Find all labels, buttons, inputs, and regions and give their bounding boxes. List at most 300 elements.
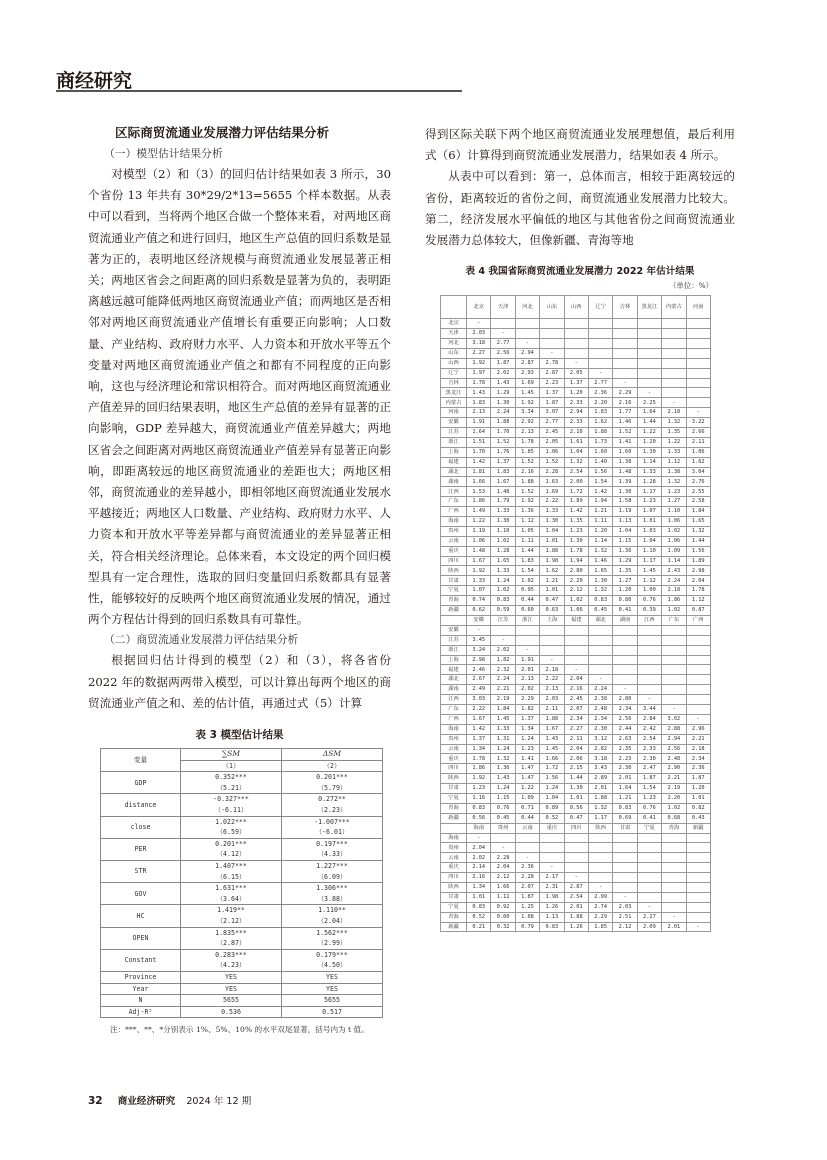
table4-cell: [613, 873, 637, 883]
table4-cell: 1.83: [515, 556, 539, 566]
table4-row-label: 新疆: [441, 922, 467, 932]
table4-cell: 2.20: [564, 576, 588, 586]
table4-cell: [686, 665, 710, 675]
table4-cell: -: [515, 645, 539, 655]
table4-cell: [637, 863, 661, 873]
table4-cell: -: [637, 902, 661, 912]
table4-row-label: 北京: [441, 319, 467, 329]
table4-cell: 2.28: [491, 853, 515, 863]
table4-row-label: 安徽: [441, 625, 467, 635]
table4-col-header: 江苏: [491, 615, 515, 625]
table4-row-label: 江苏: [441, 428, 467, 438]
table4-cell: 1.83: [467, 398, 491, 408]
table4-row: [441, 319, 711, 329]
table4-col-header: 山东: [540, 296, 564, 319]
table4-cell: 2.28: [515, 873, 539, 883]
table4-cell: 2.04: [491, 863, 515, 873]
table4-cell: [662, 329, 686, 339]
table4-cell: 0.56: [564, 803, 588, 813]
table4-cell: 1.33: [491, 566, 515, 576]
table4-row: [441, 487, 711, 497]
table4-cell: 1.01: [467, 892, 491, 902]
table4-cell: [662, 625, 686, 635]
table4-cell: 1.03: [637, 526, 661, 536]
table4-cell: 1.98: [540, 556, 564, 566]
table4-cell: [564, 635, 588, 645]
table4-cell: [686, 655, 710, 665]
table3-tstat: （4.33）: [282, 849, 383, 860]
table4-cell: 1.14: [662, 556, 686, 566]
table4-cell: 2.46: [467, 665, 491, 675]
table4-cell: 1.37: [515, 714, 539, 724]
table4-cell: -: [662, 912, 686, 922]
table4-cell: [686, 388, 710, 398]
table4-cell: 0.83: [613, 803, 637, 813]
section-heading: 区际商贸流通业发展潜力评估结果分析: [115, 125, 330, 140]
table4-row-label: 江西: [441, 487, 467, 497]
table4-col-header: 青海: [662, 823, 686, 833]
table4-cell: 1.60: [613, 447, 637, 457]
table4-cell: 1.77: [613, 408, 637, 418]
table4-cell: 1.02: [515, 576, 539, 586]
table4-row-label: 河北: [441, 339, 467, 349]
table4-cell: 3.34: [515, 408, 539, 418]
table4-row: [441, 418, 711, 428]
table4-cell: 1.78: [515, 437, 539, 447]
table3-coef: 1.419**: [181, 905, 282, 916]
table4-cell: 2.11: [686, 437, 710, 447]
table4-cell: [686, 833, 710, 843]
subsection-heading-2: （二）商贸流通业发展潜力评估结果分析: [104, 633, 299, 647]
table3-coef: 0.201***: [282, 772, 383, 783]
table4-row-label: 河南: [441, 408, 467, 418]
table4-cell: 1.87: [491, 358, 515, 368]
table4-cell: 1.36: [613, 546, 637, 556]
table3-cell: YES: [282, 971, 383, 983]
table3-col2-num: （2）: [282, 760, 383, 772]
table4-cell: [588, 665, 612, 675]
table4-cell: 2.19: [662, 784, 686, 794]
table4-cell: 1.32: [588, 546, 612, 556]
table4-cell: 2.63: [613, 734, 637, 744]
table4-cell: 3.12: [588, 734, 612, 744]
table4-cell: 1.02: [662, 803, 686, 813]
table4-cell: 1.20: [564, 388, 588, 398]
table4-cell: [564, 329, 588, 339]
table4-row: [441, 526, 711, 536]
table4-row: [441, 675, 711, 685]
table4-cell: 0.47: [564, 813, 588, 823]
table4-cell: -: [637, 388, 661, 398]
table4-cell: 2.13: [540, 685, 564, 695]
table4-cell: 1.86: [467, 497, 491, 507]
table4-row: [441, 724, 711, 734]
table4-cell: [613, 833, 637, 843]
table4-cell: 0.89: [540, 803, 564, 813]
table4-cell: 1.88: [540, 714, 564, 724]
table4-row: [441, 695, 711, 705]
table4-cell: 2.06: [564, 754, 588, 764]
table4-cell: 1.94: [564, 556, 588, 566]
table4-cell: 1.98: [540, 892, 564, 902]
table4-cell: 1.30: [540, 517, 564, 527]
table4-cell: 1.33: [540, 507, 564, 517]
table4-row-label: 广西: [441, 507, 467, 517]
table4-cell: 2.30: [613, 764, 637, 774]
table4-cell: [662, 655, 686, 665]
table4-cell: 2.98: [686, 566, 710, 576]
table4-row: [441, 546, 711, 556]
table4-cell: -: [613, 685, 637, 695]
table4-cell: [686, 902, 710, 912]
table3-tstat: （2.99）: [282, 938, 383, 949]
header-rule: [56, 90, 462, 92]
table4-cell: [564, 863, 588, 873]
table4-cell: [637, 655, 661, 665]
table4-cell: 1.45: [637, 566, 661, 576]
table4-cell: [637, 853, 661, 863]
table3-cell: 5655: [282, 995, 383, 1007]
table4-col-header: 云南: [515, 823, 539, 833]
table4-cell: 2.29: [613, 388, 637, 398]
table4-cell: 2.16: [564, 685, 588, 695]
table4-cell: [662, 685, 686, 695]
table4-cell: [686, 368, 710, 378]
table4-cell: [613, 675, 637, 685]
table4-cell: 0.83: [588, 596, 612, 606]
table4-row: [441, 853, 711, 863]
table4-cell: 0.41: [637, 813, 661, 823]
table4-cell: 2.77: [588, 378, 612, 388]
table4-cell: 2.48: [662, 754, 686, 764]
table4-cell: 1.69: [540, 487, 564, 497]
table4-cell: 2.24: [491, 675, 515, 685]
table4-cell: 1.84: [686, 507, 710, 517]
table4-row-label: 黑龙江: [441, 388, 467, 398]
paragraph-1: 对模型（2）和（3）的回归估计结果如表 3 所示，30 个省份 13 年共有 30*29/2*13=5655 个样本数据。从表中可以看到，当将两个地区合做一个整体来看，对两地区商贸流通业产值之和进行回归，地区生产总值的回归系数是显著为正的，表明地区经济规模与商贸流通业发展显著正相关；两地区省会之间距离的回归系数是显著为负的，表明距离越远越可能降低两地区商贸流通业产值；而两地区是否相邻对两地区商贸流通业产值增长有重要正向影响；人口数量、产业结构、政府财力水平、人力资本和开放水平等五个变量对两地区商贸流通业产值之和都有不同程度的正向影响，这也与经济理论和常识相符合。而对两地区商贸流通业产值差异的回归结果表明，地区生产总值的差异有显著的正向影响，GDP 差异越大，商贸流通业产值差异越大；两地区省会之间距离对两地区商贸流通业产值差异有显著正向影响，即距离较远的地区商贸流通业的差距也大；两地区相邻，商贸流通业的差异越小，即相邻地区商贸流通业发展水平越接近；两地区人口数量、产业结构、政府财力水平、人力资本和开放水平等差异都与商贸流通业的差异显著正相关，符合相关经济理论。总体来看，本文设定的两个回归模型具有一定合理性，选取的回归变量回归系数都具有显著性，能够较好的反映两个地区商贸流通业发展的情况，通过两个方程估计得到的回归系数具有可靠性。: [88, 167, 391, 627]
table4-cell: 1.46: [613, 418, 637, 428]
table4-cell: 1.28: [491, 546, 515, 556]
table4-col-header: 北京: [467, 296, 491, 319]
table4-row: [441, 892, 711, 902]
table4-cell: 1.24: [491, 576, 515, 586]
table4-row: [441, 744, 711, 754]
table4-cell: 1.10: [662, 507, 686, 517]
table4-cell: 1.82: [515, 704, 539, 714]
table4-cell: 1.88: [515, 477, 539, 487]
table4-cell: 2.66: [686, 428, 710, 438]
table3-var: GDP: [101, 772, 181, 794]
table4-cell: 2.12: [613, 922, 637, 932]
table4-cell: 2.28: [540, 467, 564, 477]
table4-cell: [588, 645, 612, 655]
table4-cell: 2.87: [515, 358, 539, 368]
table4-cell: 0.39: [637, 606, 661, 616]
table3-coef: 1.306***: [282, 883, 383, 894]
table4-cell: [637, 358, 661, 368]
table4-row-label: 江苏: [441, 635, 467, 645]
table4-cell: 1.32: [588, 586, 612, 596]
table4-cell: 2.87: [540, 368, 564, 378]
table4-cell: 2.36: [686, 764, 710, 774]
table4-row: [441, 704, 711, 714]
table4-cell: 1.62: [540, 566, 564, 576]
table4-cell: [637, 873, 661, 883]
table4-cell: -: [564, 873, 588, 883]
table4-cell: 1.23: [662, 487, 686, 497]
table4-cell: 1.52: [515, 487, 539, 497]
table4-cell: 1.88: [564, 912, 588, 922]
table4-row-label: 广东: [441, 497, 467, 507]
table3-var: Constant: [101, 949, 181, 971]
section-tag: 商经研究: [56, 70, 133, 92]
table3-coef: 0.197***: [282, 838, 383, 849]
table4-cell: 2.94: [564, 408, 588, 418]
table4-cell: 1.70: [491, 428, 515, 438]
table4-cell: 1.63: [540, 477, 564, 487]
table4-row: [441, 447, 711, 457]
table4-row: [441, 685, 711, 695]
table4-cell: [686, 358, 710, 368]
table3-row: [101, 861, 383, 872]
table4-row: [441, 378, 711, 388]
table4-cell: 1.44: [686, 536, 710, 546]
table4-row: [441, 803, 711, 813]
table3-row: [101, 995, 383, 1007]
table4-cell: 1.11: [491, 892, 515, 902]
table4-cell: 2.21: [662, 774, 686, 784]
table4-row-label: 福建: [441, 457, 467, 467]
table4-cell: 1.37: [491, 457, 515, 467]
table4-cell: [491, 625, 515, 635]
table4-cell: 1.38: [662, 467, 686, 477]
table4-cell: 3.45: [467, 635, 491, 645]
table4-row: [441, 635, 711, 645]
table3-var: OPEN: [101, 927, 181, 949]
table4-cell: 1.38: [613, 457, 637, 467]
table4-cell: 2.54: [564, 892, 588, 902]
table4-cell: [613, 368, 637, 378]
table4-cell: [637, 665, 661, 675]
table4-cell: [564, 655, 588, 665]
table4-cell: 0.43: [686, 813, 710, 823]
table3-coef: -0.327***: [181, 794, 282, 805]
table4-cell: [662, 902, 686, 912]
table4-cell: 2.48: [588, 704, 612, 714]
table4-cell: 0.76: [637, 803, 661, 813]
table4-cell: -: [686, 714, 710, 724]
table3-row: [101, 838, 383, 849]
table3-cell: 0.517: [282, 1006, 383, 1018]
table4-cell: 1.12: [686, 596, 710, 606]
table4-cell: 1.16: [467, 793, 491, 803]
table4-corner: [441, 823, 467, 833]
table4-cell: [686, 695, 710, 705]
table4-cell: 2.16: [467, 873, 491, 883]
table4-cell: [613, 339, 637, 349]
table4-cell: 2.01: [564, 902, 588, 912]
table4-cell: 1.33: [467, 576, 491, 586]
table4-cell: 3.18: [467, 339, 491, 349]
table4-cell: 2.30: [588, 724, 612, 734]
table4-cell: 1.17: [637, 556, 661, 566]
table3-tstat: （4.23）: [181, 960, 282, 971]
table4-cell: 2.09: [637, 922, 661, 932]
table4-cell: [515, 329, 539, 339]
table4-row: [441, 428, 711, 438]
table4-cell: 0.47: [540, 596, 564, 606]
table4-cell: -: [467, 833, 491, 843]
table4-cell: 2.03: [613, 902, 637, 912]
table4-row: [441, 507, 711, 517]
table3-row: [101, 883, 383, 894]
table4-cell: 1.78: [467, 754, 491, 764]
table4-cell: 1.12: [637, 576, 661, 586]
subsection-heading-1: （一）模型估计结果分析: [104, 147, 223, 160]
table4-cell: [686, 635, 710, 645]
table4-cell: 1.30: [564, 536, 588, 546]
table4-cell: [540, 645, 564, 655]
table4-cell: 1.02: [662, 606, 686, 616]
table4-cell: -: [588, 882, 612, 892]
table4-cell: 3.03: [467, 695, 491, 705]
table4-cell: 1.33: [491, 724, 515, 734]
left-column: [88, 124, 391, 1036]
table4-cell: [637, 635, 661, 645]
table4-cell: 2.22: [467, 704, 491, 714]
table4-cell: 0.83: [491, 596, 515, 606]
page-footer: [88, 1094, 251, 1109]
table4-cell: -: [467, 625, 491, 635]
table4-row-label: 广西: [441, 714, 467, 724]
table4-cell: 1.07: [467, 586, 491, 596]
table4-row-label: 青海: [441, 596, 467, 606]
table4-cell: 1.12: [662, 457, 686, 467]
table4-cell: [588, 348, 612, 358]
table4-cell: 2.92: [515, 418, 539, 428]
table4-row: [441, 457, 711, 467]
table3-var: HC: [101, 905, 181, 927]
table4-cell: 1.88: [588, 793, 612, 803]
table4-cell: 1.30: [491, 517, 515, 527]
table4-cell: [686, 378, 710, 388]
table4-cell: -: [613, 378, 637, 388]
table4-cell: [588, 358, 612, 368]
table4-cell: 1.23: [467, 784, 491, 794]
table4-cell: 2.93: [515, 368, 539, 378]
table4-cell: 1.33: [662, 447, 686, 457]
table4-cell: [637, 368, 661, 378]
table4-row: [441, 843, 711, 853]
table4-cell: [515, 833, 539, 843]
table4-cell: 2.36: [588, 388, 612, 398]
table4-cell: -: [491, 843, 515, 853]
table4-cell: 1.27: [662, 497, 686, 507]
table4-cell: 1.64: [467, 428, 491, 438]
table4-cell: -: [515, 853, 539, 863]
table4-cell: 1.40: [588, 457, 612, 467]
table4-cell: 2.07: [515, 882, 539, 892]
table4: [440, 295, 711, 932]
table4-cell: 2.23: [540, 378, 564, 388]
table4-cell: 2.12: [564, 586, 588, 596]
table4-cell: 1.17: [588, 813, 612, 823]
table4-col-header: 内蒙古: [662, 296, 686, 319]
table4-cell: 0.76: [637, 596, 661, 606]
table4-cell: 2.01: [662, 922, 686, 932]
table3-coef: 0.272**: [282, 794, 383, 805]
table4-cell: 1.92: [515, 398, 539, 408]
table4-cell: 2.22: [540, 675, 564, 685]
table4-cell: 2.13: [515, 428, 539, 438]
table4-row: [441, 734, 711, 744]
table4-cell: 1.65: [588, 566, 612, 576]
table4-cell: 2.17: [540, 873, 564, 883]
table4-cell: 2.43: [662, 566, 686, 576]
table4-row-label: 云南: [441, 853, 467, 863]
right-column: [425, 124, 735, 932]
table3-var: Year: [101, 983, 181, 995]
table4-cell: 1.06: [662, 517, 686, 527]
table4-cell: [613, 843, 637, 853]
table4-cell: 0.83: [540, 922, 564, 932]
table4-row: [441, 754, 711, 764]
table4-cell: 0.74: [467, 596, 491, 606]
table4-row: [441, 714, 711, 724]
table4-col-header: 广西: [686, 615, 710, 625]
table4-cell: [686, 843, 710, 853]
table4-cell: 2.56: [613, 714, 637, 724]
table3-row: [101, 794, 383, 805]
table4-cell: 2.78: [540, 358, 564, 368]
table4-cell: [564, 348, 588, 358]
table4-cell: 1.32: [662, 477, 686, 487]
table4-cell: 1.78: [564, 546, 588, 556]
table4-cell: 0.68: [662, 813, 686, 823]
table4-cell: 2.45: [540, 428, 564, 438]
table4-cell: 2.25: [637, 398, 661, 408]
table4-cell: -: [588, 368, 612, 378]
table4-cell: 1.42: [588, 487, 612, 497]
table4-cell: 2.32: [491, 665, 515, 675]
table4-cell: 1.65: [491, 556, 515, 566]
table3-var: STR: [101, 861, 181, 883]
table4-header-row: [441, 823, 711, 833]
table4-row-label: 上海: [441, 655, 467, 665]
table4-row-label: 广东: [441, 704, 467, 714]
table4-cell: 1.04: [540, 793, 564, 803]
table4-cell: 1.97: [467, 368, 491, 378]
table3-col2-head: ΔSM: [282, 749, 383, 761]
table4-row: [441, 497, 711, 507]
table4-cell: 2.34: [613, 704, 637, 714]
table4-cell: 2.05: [564, 368, 588, 378]
table4-cell: 2.30: [637, 754, 661, 764]
table4-cell: [564, 843, 588, 853]
table3-tstat: （6.59）: [181, 827, 282, 838]
table4-cell: [540, 329, 564, 339]
table4-cell: 2.47: [637, 764, 661, 774]
table4-cell: 1.15: [491, 793, 515, 803]
table3-tstat: （5.79）: [282, 783, 383, 794]
table4-cell: 1.86: [662, 596, 686, 606]
table4-row: [441, 813, 711, 823]
table4-cell: [540, 833, 564, 843]
table4-cell: 1.06: [540, 447, 564, 457]
table4-cell: 1.33: [491, 507, 515, 517]
table4-cell: [686, 645, 710, 655]
table4-row: [441, 467, 711, 477]
